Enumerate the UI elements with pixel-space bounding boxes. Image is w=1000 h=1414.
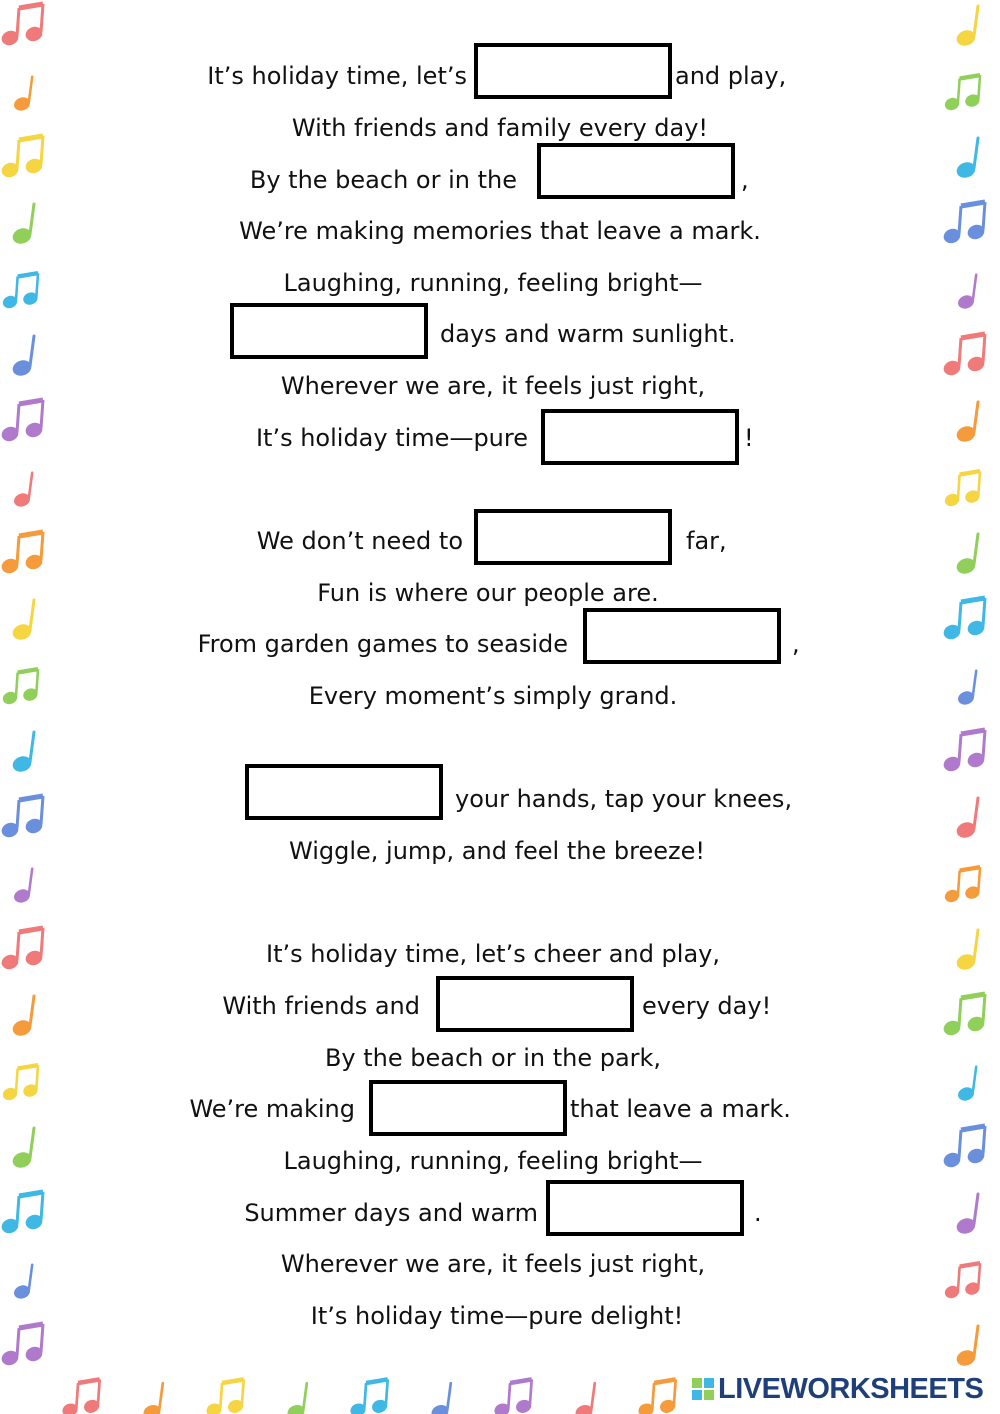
music-note-icon (430, 1383, 451, 1414)
double-music-note-icon (942, 730, 985, 773)
music-note-icon (13, 869, 32, 904)
lyric-text: ! (744, 424, 754, 452)
answer-blank[interactable] (245, 764, 443, 820)
music-note-icon (11, 732, 34, 774)
double-music-note-icon (942, 994, 985, 1037)
answer-blank[interactable] (230, 303, 428, 359)
answer-blank[interactable] (474, 43, 672, 99)
lyric-text: By the beach or in the (249, 166, 517, 194)
answer-blank[interactable] (537, 143, 735, 199)
lyric-line: Laughing, running, feeling bright— (283, 269, 703, 297)
double-music-note-icon (0, 532, 43, 575)
lyric-text: , (741, 166, 749, 194)
lyric-text: . (754, 1199, 762, 1227)
double-music-note-icon (944, 75, 981, 111)
music-note-icon (286, 1383, 307, 1414)
double-music-note-icon (0, 400, 43, 443)
music-note-icon (955, 534, 978, 576)
lyric-text: With friends and (222, 992, 420, 1020)
double-music-note-icon (0, 796, 43, 839)
music-note-icon (955, 1194, 978, 1236)
music-note-icon (142, 1383, 163, 1414)
lyric-text: We’re making (189, 1095, 355, 1123)
lyric-text: It’s holiday time, let’s (207, 62, 467, 90)
music-note-icon (955, 138, 978, 180)
liveworksheets-logo[interactable] (692, 1372, 983, 1406)
double-music-note-icon (349, 1379, 388, 1414)
double-music-note-icon (205, 1379, 244, 1414)
answer-blank[interactable] (546, 1180, 744, 1236)
double-music-note-icon (637, 1379, 676, 1414)
answer-blank[interactable] (369, 1080, 567, 1136)
lyric-text: Summer days and warm (244, 1199, 538, 1227)
lyric-line: Laughing, running, feeling bright— (283, 1147, 703, 1175)
lyric-text: We don’t need to (256, 527, 463, 555)
double-music-note-icon (0, 1192, 43, 1235)
lyric-text: days and warm sunlight. (440, 320, 736, 348)
lyric-text: every day! (642, 992, 772, 1020)
logo-grid-icon (692, 1378, 714, 1400)
answer-blank[interactable] (474, 509, 672, 565)
music-note-icon (955, 798, 978, 840)
answer-blank[interactable] (541, 409, 739, 465)
music-note-icon (13, 77, 32, 112)
brand-name: LIVEWORKSHEETS (718, 1372, 984, 1405)
answer-blank[interactable] (583, 608, 781, 664)
lyric-line: Every moment’s simply grand. (308, 682, 678, 710)
lyric-text: and play, (675, 62, 787, 90)
double-music-note-icon (0, 4, 43, 47)
lyric-text: your hands, tap your knees, (455, 785, 793, 813)
lyric-line: It’s holiday time—pure delight! (310, 1302, 684, 1330)
double-music-note-icon (944, 471, 981, 507)
answer-blank[interactable] (436, 976, 634, 1032)
lyric-line: Fun is where our people are. (317, 579, 659, 607)
lyric-line: By the beach or in the park, (324, 1044, 662, 1072)
lyric-line: Wiggle, jump, and feel the breeze! (289, 837, 705, 865)
double-music-note-icon (61, 1379, 100, 1414)
lyric-text: From garden games to seaside (197, 630, 568, 658)
lyric-text: far, (686, 527, 727, 555)
music-note-icon (955, 6, 978, 48)
music-note-icon (955, 1326, 978, 1368)
double-music-note-icon (944, 867, 981, 903)
music-note-icon (11, 996, 34, 1038)
music-note-icon (955, 402, 978, 444)
lyric-line: We’re making memories that leave a mark. (239, 217, 761, 245)
lyric-text: that leave a mark. (570, 1095, 791, 1123)
lyric-line: Wherever we are, it feels just right, (280, 372, 706, 400)
music-note-icon (13, 473, 32, 508)
music-note-icon (574, 1383, 595, 1414)
lyric-line: It’s holiday time, let’s cheer and play, (266, 940, 720, 968)
double-music-note-icon (493, 1379, 532, 1414)
lyric-text: It’s holiday time—pure (255, 424, 528, 452)
lyric-text: , (792, 630, 800, 658)
lyric-line: With friends and family every day! (291, 114, 709, 142)
lyric-line: Wherever we are, it feels just right, (280, 1250, 706, 1278)
